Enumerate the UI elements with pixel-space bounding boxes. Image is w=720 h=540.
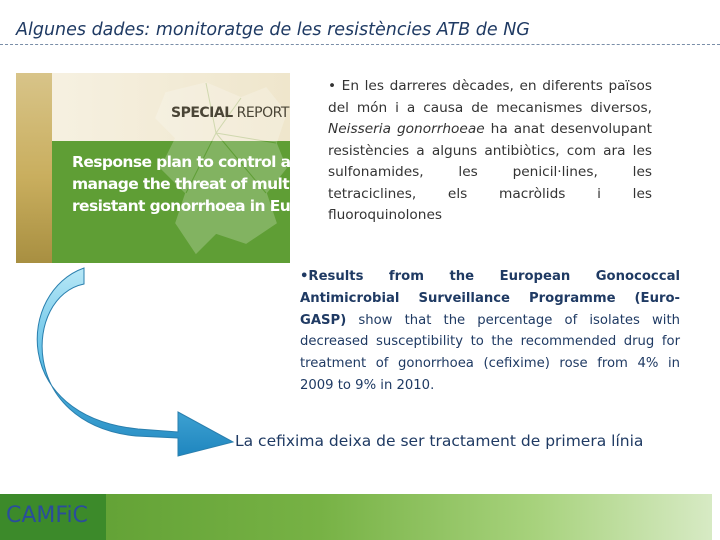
conclusion-statement: La cefixima deixa de ser tractament de primera línia: [235, 432, 644, 450]
cover-title-line: Response plan to control and: [72, 153, 312, 171]
footer-bar: [0, 494, 712, 540]
curved-arrow-graphic: [18, 266, 308, 456]
report-cover-image: [16, 73, 339, 263]
special-label-strong: SPECIAL: [171, 105, 233, 121]
cover-title-line: resistant gonorrhoea in Europe: [72, 197, 328, 215]
slide-title: Algunes dades: monitoratge de les resistències ATB de NG: [16, 20, 530, 40]
euro-gasp-body: show that the percentage of isolates with decreased susceptibility to the recommended drug for treatment of gonorrhoea (cefixime) rose from 4% in 2009 to 9% in 2010.: [300, 312, 680, 393]
cover-side-stripe: [16, 73, 52, 263]
cover-title-line: manage the threat of multidrug-: [72, 175, 339, 193]
camfic-logo: CAMFiC: [6, 503, 88, 528]
special-report-label: [171, 105, 289, 121]
paragraph1-rest: ha anat desenvolupant resistències a alguns antibiòtics, com ara les sulfonamides, les penicil·lines, les tetraciclines, els macròlids i les fluoroquinolones: [328, 121, 652, 223]
species-name: Neisseria gonorrhoeae: [328, 121, 485, 137]
paragraph1-lead: • En les darreres dècades, en diferents països del món i a causa de mecanismes diversos,: [328, 78, 652, 116]
resistance-history-paragraph: [328, 76, 652, 227]
title-divider: [0, 44, 720, 45]
euro-gasp-paragraph: [300, 266, 680, 397]
special-label-report: REPORT: [232, 105, 289, 121]
euro-gasp-heading: •Results from the European Gonococcal Antimicrobial Surveillance Programme (Euro-GASP): [300, 269, 680, 328]
cover-title: [72, 151, 339, 217]
